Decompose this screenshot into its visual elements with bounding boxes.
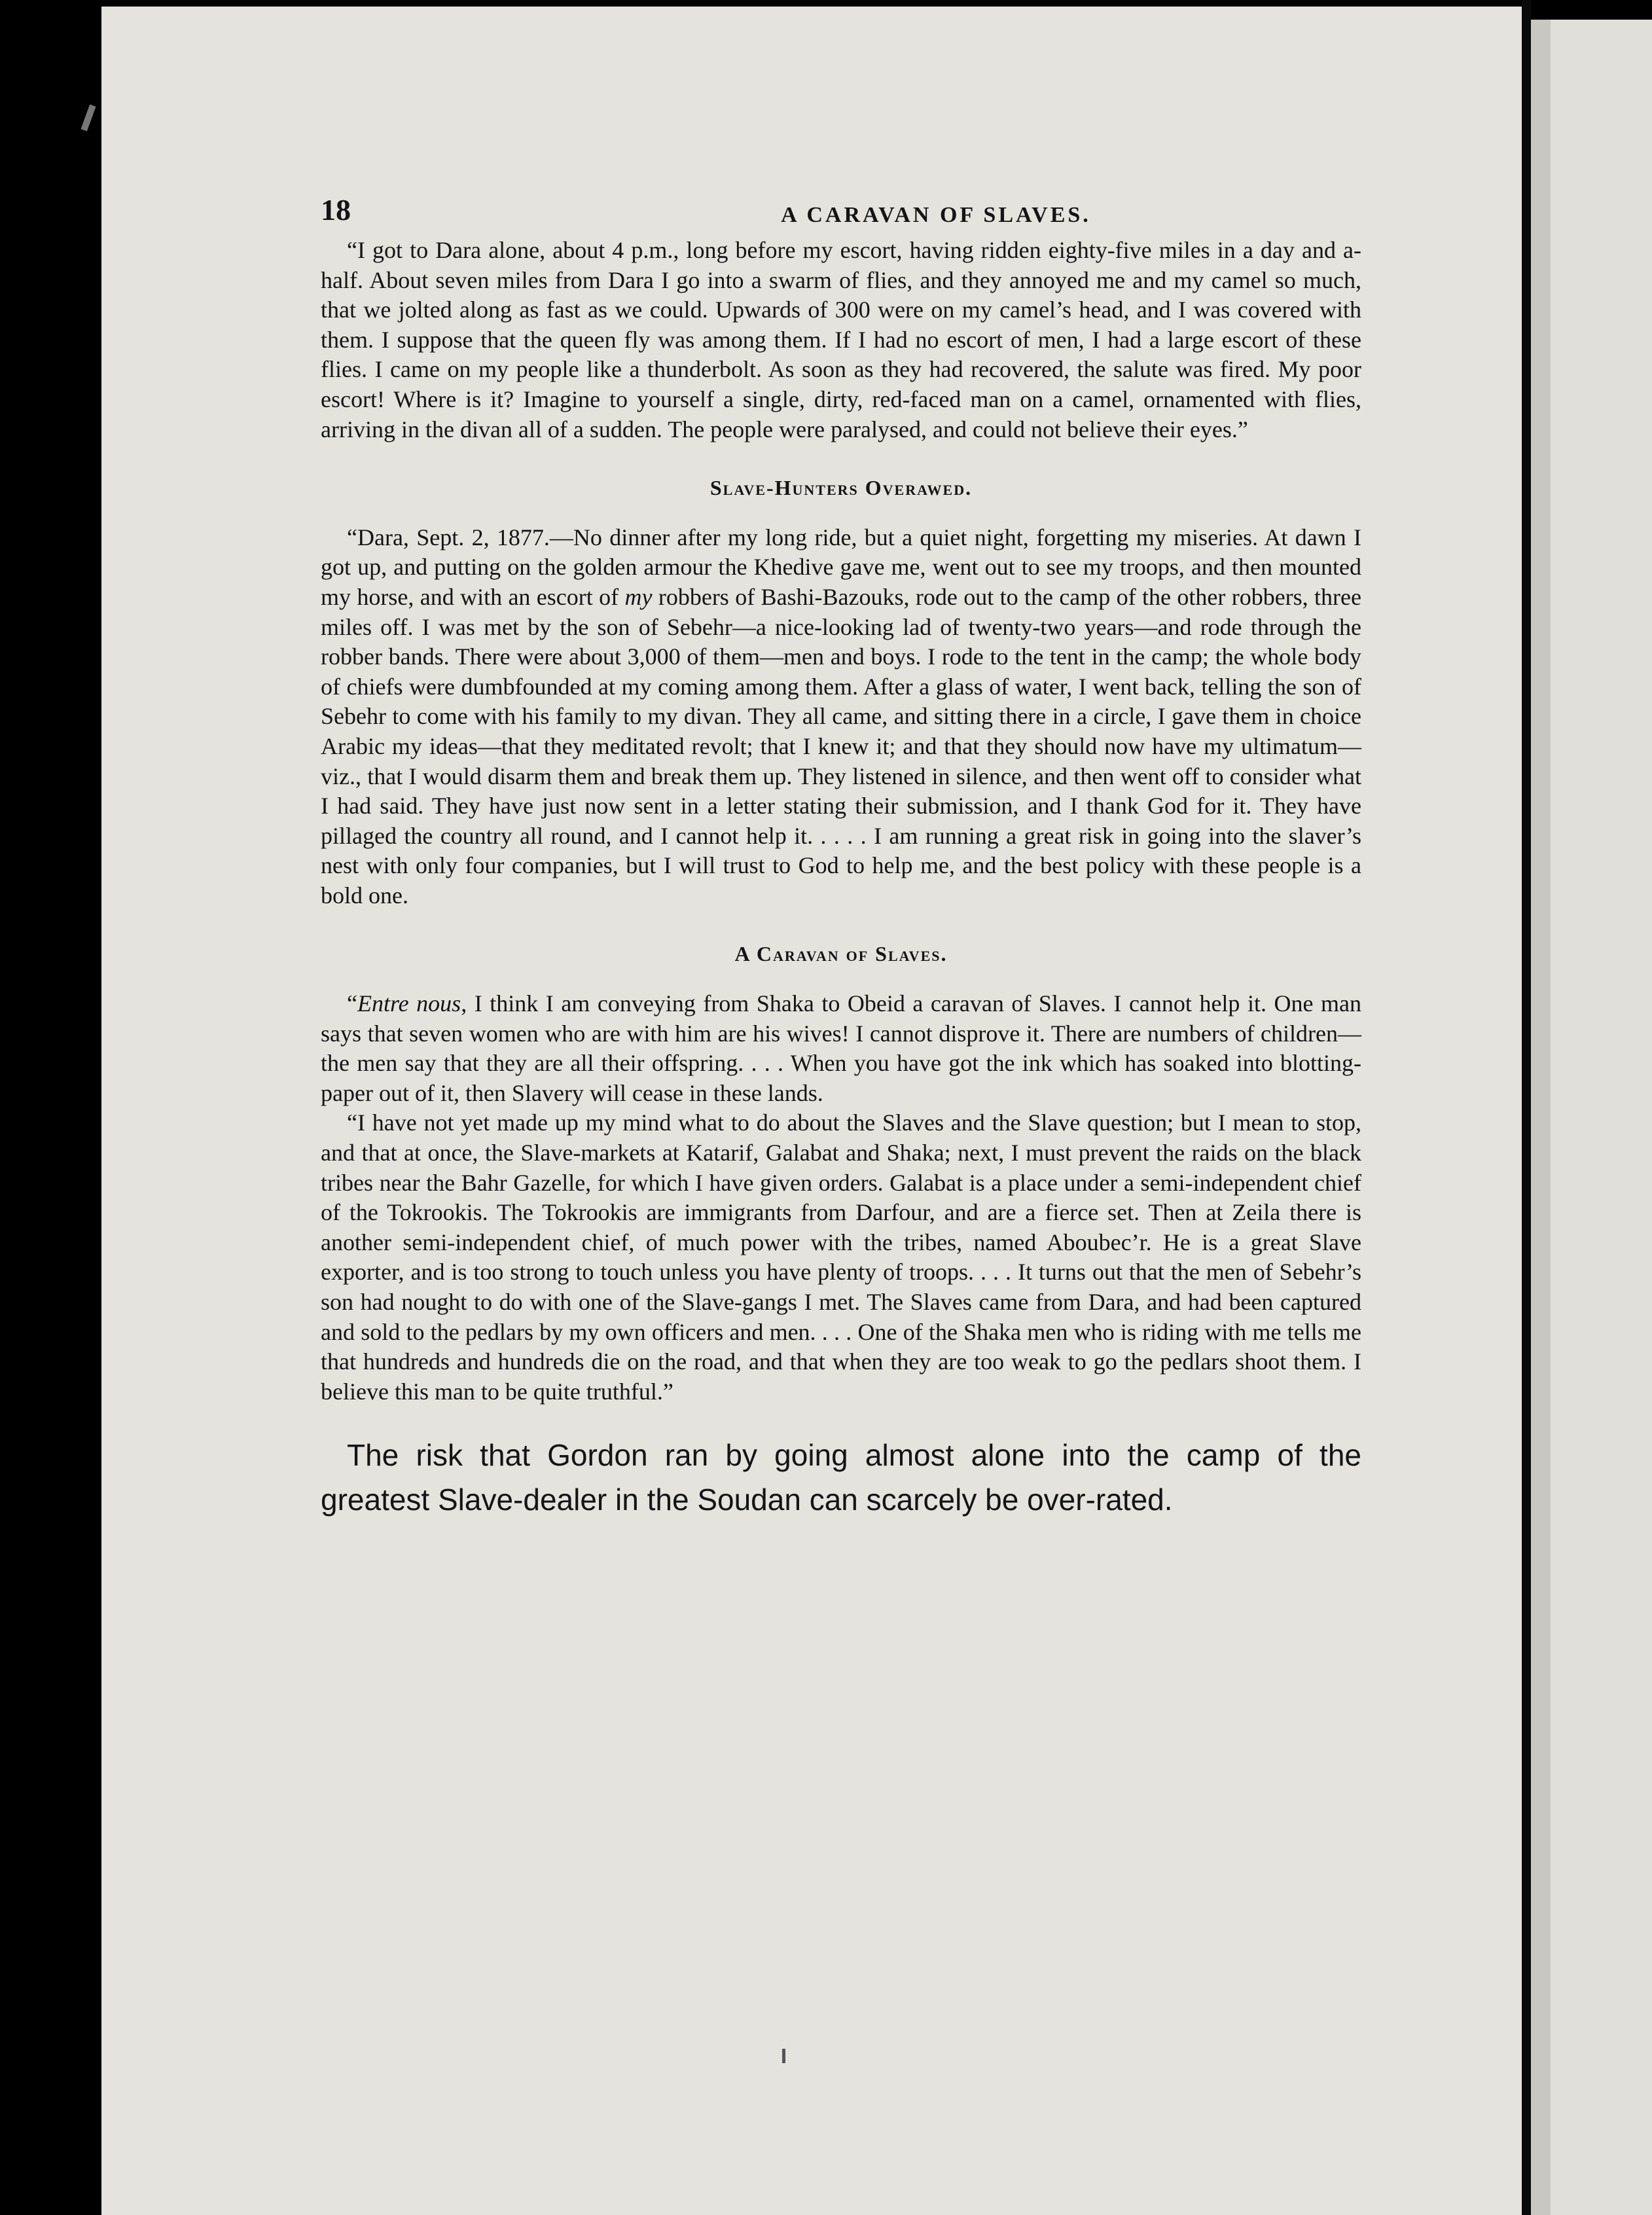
- paragraph-entre-nous-emphasis: Entre nous: [357, 990, 461, 1017]
- paragraph-dara-sept: [321, 523, 1361, 911]
- paragraph-dara-sept-emphasis: my: [624, 583, 653, 610]
- paragraph-entre-nous-quote: “: [347, 990, 357, 1017]
- page-number: 18: [321, 193, 351, 226]
- section-heading-caravan: A Caravan of Slaves.: [734, 942, 948, 966]
- page-gutter: [1522, 0, 1531, 2215]
- scan-speck: [782, 2049, 785, 2063]
- paragraph-entre-nous: [321, 989, 1361, 1108]
- paragraph-closing-remark: The risk that Gordon ran by going almost alone into the camp of the greatest Slave-dealer in the Soudan can scarcely be over-rated.: [321, 1438, 1361, 1517]
- paragraph-dara-arrival: “I got to Dara alone, about 4 p.m., long before my escort, having ridden eighty-five miles in a day and a-half. About seven miles from Dara I go into a swarm of flies, and they annoyed me and my camel so much, that we jolted along as fast as we could. Upwards of 300 were on my camel’s head, and I was covered with them. I suppose that the queen fly was among them. If I had no escort of men, I had a large escort of these flies. I came on my people like a thunderbolt. As soon as they had recovered, the salute was fired. My poor escort! Where is it? Imagine to yourself a single, dirty, red-faced man on a camel, ornamented with flies, arriving in the divan all of a sudden. The people were paralysed, and could not believe their eyes.”: [321, 237, 1361, 442]
- page-content: [321, 190, 1361, 1522]
- adjacent-page-shadow: [1531, 20, 1551, 2215]
- paragraph-dara-sept-part-2: robbers of Bashi-Bazouks, rode out to the camp of the other robbers, three miles off. I was met by the son of Sebehr—a nice-looking lad of twenty-two years—and rode through the robber bands. There were about 3,000 of them—men and boys. I rode to the tent in the camp; the whole body of chiefs were dumbfounded at my coming among them. After a glass of water, I went back, telling the son of Sebehr to come with his family to my divan. They all came, and sitting there in a circle, I gave them in choice Arabic my ideas—that they meditated revolt; that I knew it; and that they should now have my ultimatum—viz., that I would disarm them and break them up. They listened in silence, and then went off to consider what I had said. They have just now sent in a letter stating their submission, and I thank God for it. They have pillaged the country all round, and I cannot help it. . . . . I am running a great risk in going into the slaver’s nest with only four companies, but I will trust to God to help me, and the best policy with these people is a bold one.: [321, 583, 1362, 909]
- paragraph-entre-nous-text: , I think I am conveying from Shaka to Obeid a caravan of Slaves. I cannot help it. One man says that seven women who are with him are his wives! I cannot disprove it. There are numbers of children—the men say that they are all their offspring. . . . When you have got the ink which has soaked into blotting-paper out of it, then Slavery will cease in these lands.: [321, 990, 1362, 1106]
- running-title: A CARAVAN OF SLAVES.: [781, 203, 1091, 227]
- scan-mark: [81, 104, 96, 131]
- page-header: [321, 190, 1361, 236]
- paragraph-dara-sept-part-1: “Dara, Sept. 2, 1877.—No dinner after my long ride, but a quiet night, forgetting my miseries. At dawn I got up, and putting on the golden armour the Khedive gave me, went out to see my troops, and then mounted my horse, and with an escort of: [321, 524, 1361, 610]
- paragraph-slave-question: “I have not yet made up my mind what to do about the Slaves and the Slave question; but I mean to stop, and that at once, the Slave-markets at Katarif, Galabat and Shaka; next, I must prevent the raids on the black tribes near the Bahr Gazelle, for which I have given orders. Galabat is a place under a semi-independent chief of the Tokrookis. The Tokrookis are immigrants from Darfour, and are a fierce set. Then at Zeila there is another semi-independent chief, of much power with the tribes, named Aboubec’r. He is a great Slave exporter, and is too strong to touch unless you have plenty of troops. . . . It turns out that the men of Sebehr’s son had nought to do with one of the Slave-gangs I met. The Slaves came from Dara, and had been captured and sold to the pedlars by my own officers and men. . . . One of the Shaka men who is riding with me tells me that hundreds and hundreds die on the road, and that when they are too weak to go the pedlars shoot them. I believe this man to be quite truthful.”: [321, 1109, 1361, 1405]
- section-heading-slave-hunters: Slave-Hunters Overawed.: [709, 476, 973, 500]
